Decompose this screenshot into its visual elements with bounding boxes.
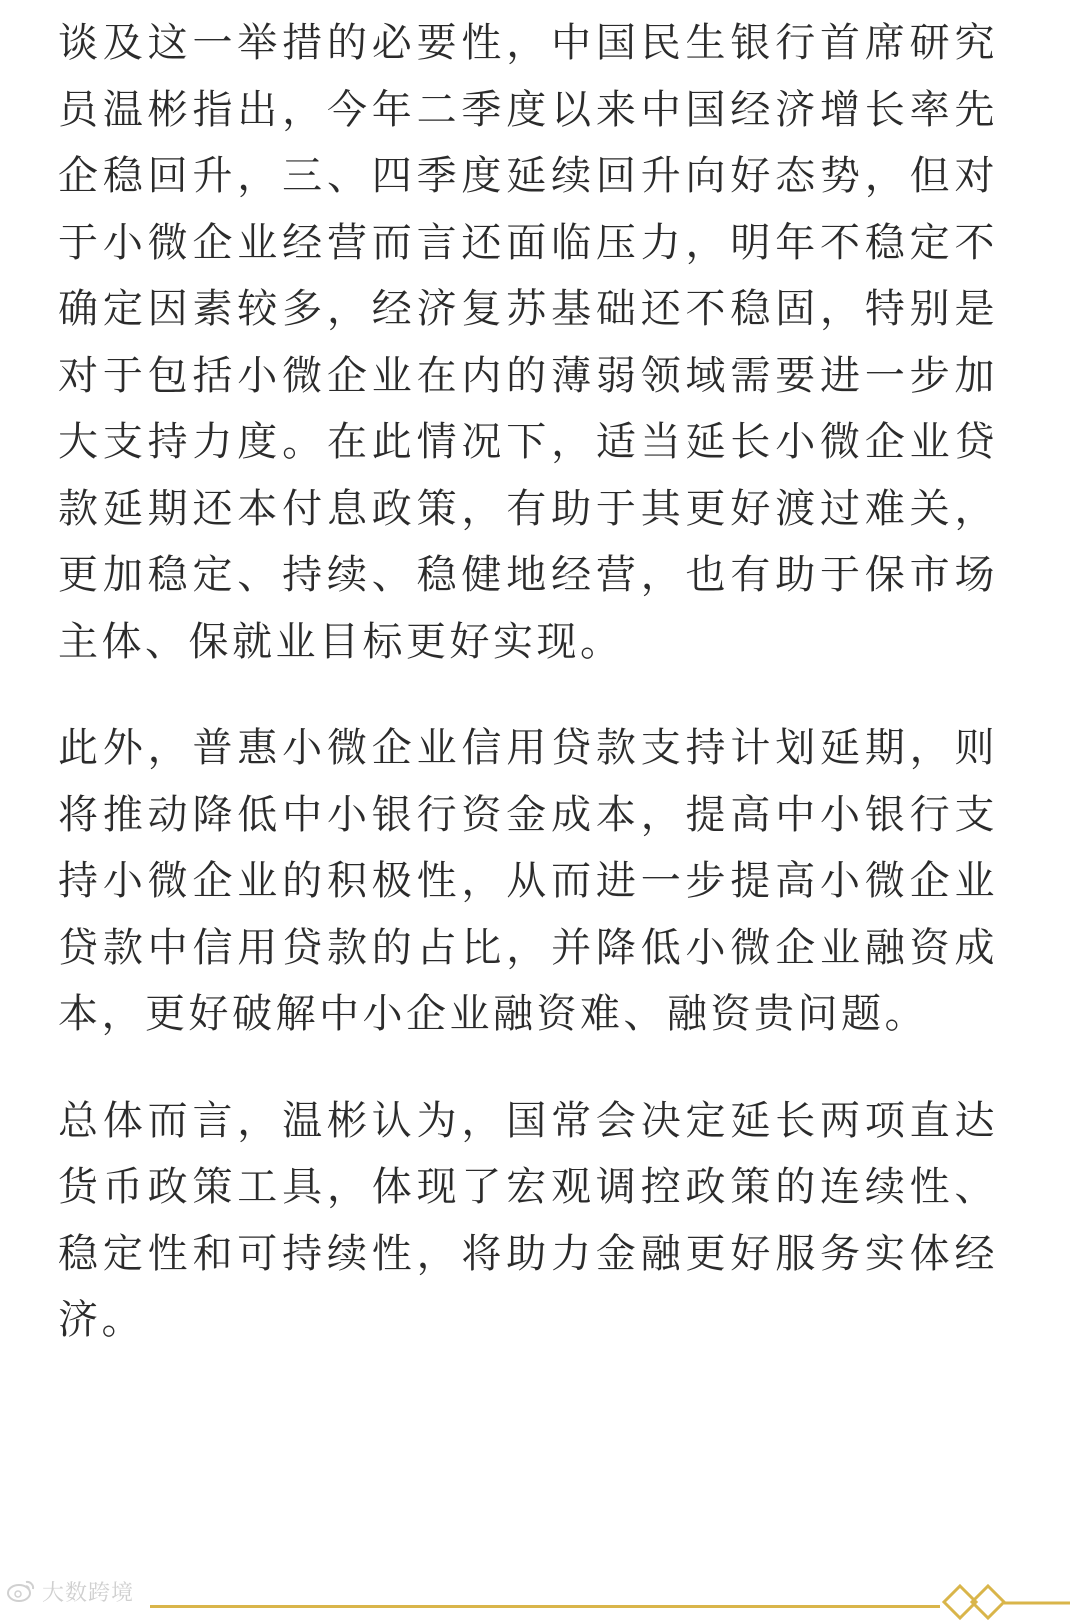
article-paragraph-3: 总体而言，温彬认为，国常会决定延长两项直达货币政策工具，体现了宏观调控政策的连续性、稳定性和可持续性，将助力金融更好服务实体经济。 bbox=[58, 1097, 998, 1343]
watermark-text: 大数跨境 bbox=[42, 1580, 135, 1606]
article-body bbox=[58, 10, 998, 1394]
page-footer bbox=[0, 1560, 1080, 1616]
diamond-ornament-icon bbox=[940, 1582, 1070, 1622]
article-paragraph-2: 此外，普惠小微企业信用贷款支持计划延期，则将推动降低中小银行资金成本，提高中小银行支持小微企业的积极性，从而进一步提高小微企业贷款中信用贷款的占比，并降低小微企业融资成本，更好破解中小企业融资难、融资贵问题。 bbox=[58, 725, 998, 1037]
weibo-logo-icon bbox=[6, 1579, 36, 1603]
footer-divider bbox=[150, 1605, 940, 1608]
article-paragraph-1: 谈及这一举措的必要性，中国民生银行首席研究员温彬指出，今年二季度以来中国经济增长率先企稳回升，三、四季度延续回升向好态势，但对于小微企业经营而言还面临压力，明年不稳定不确定因素较多，经济复苏基础还不稳固，特别是对于包括小微企业在内的薄弱领域需要进一步加大支持力度。在此情况下，适当延长小微企业贷款延期还本付息政策，有助于其更好渡过难关，更加稳定、持续、稳健地经营，也有助于保市场主体、保就业目标更好实现。 bbox=[58, 20, 998, 665]
watermark bbox=[6, 1576, 134, 1606]
